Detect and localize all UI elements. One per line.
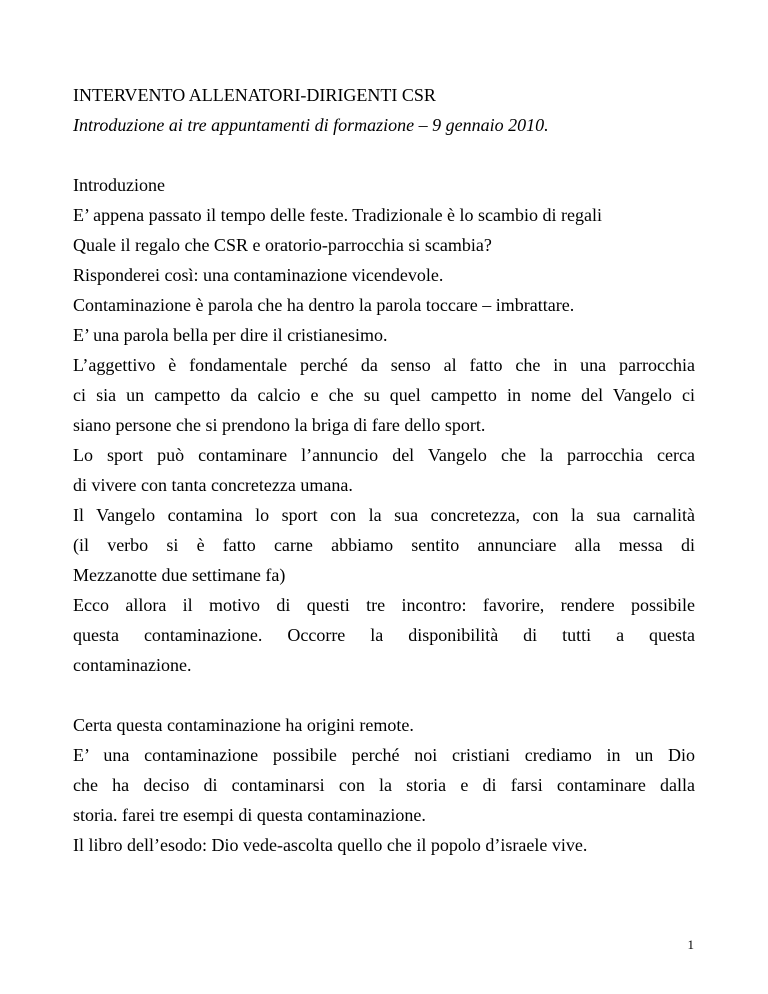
paragraph-line: storia. farei tre esempi di questa contaminazione. bbox=[73, 805, 426, 825]
section-heading: Introduzione bbox=[73, 175, 165, 195]
page-number: 1 bbox=[687, 937, 694, 952]
paragraph-line: Ecco allora il motivo di questi tre incontro: favorire, rendere possibile bbox=[73, 595, 695, 615]
paragraph-line: di vivere con tanta concretezza umana. bbox=[73, 475, 353, 495]
paragraph-line: Il libro dell’esodo: Dio vede-ascolta quello che il popolo d’israele vive. bbox=[73, 835, 588, 855]
document-title: INTERVENTO ALLENATORI-DIRIGENTI CSR bbox=[73, 85, 436, 105]
paragraph-line: questa contaminazione. Occorre la disponibilità di tutti a questa bbox=[73, 625, 695, 645]
paragraph-line: Quale il regalo che CSR e oratorio-parrocchia si scambia? bbox=[73, 235, 492, 255]
paragraph-line: E’ appena passato il tempo delle feste. Tradizionale è lo scambio di regali bbox=[73, 205, 603, 225]
paragraph-gap bbox=[73, 680, 695, 710]
paragraph-line: Contaminazione è parola che ha dentro la parola toccare – imbrattare. bbox=[73, 295, 575, 315]
paragraph-line: Lo sport può contaminare l’annuncio del Vangelo che la parrocchia cerca bbox=[73, 445, 695, 465]
paragraph-line: E’ una parola bella per dire il cristianesimo. bbox=[73, 325, 388, 345]
paragraph-line: Il Vangelo contamina lo sport con la sua concretezza, con la sua carnalità bbox=[73, 505, 695, 525]
document-body bbox=[73, 80, 695, 860]
paragraph-line: (il verbo si è fatto carne abbiamo sentito annunciare alla messa di bbox=[73, 535, 695, 555]
paragraph-line: L’aggettivo è fondamentale perché da senso al fatto che in una parrocchia bbox=[73, 355, 695, 375]
document-subtitle: Introduzione ai tre appuntamenti di formazione – 9 gennaio 2010. bbox=[73, 115, 549, 135]
paragraph-line: Mezzanotte due settimane fa) bbox=[73, 565, 286, 585]
paragraph-line: contaminazione. bbox=[73, 655, 192, 675]
paragraph-line: siano persone che si prendono la briga di fare dello sport. bbox=[73, 415, 486, 435]
paragraph-line: ci sia un campetto da calcio e che su quel campetto in nome del Vangelo ci bbox=[73, 385, 695, 405]
paragraph-gap bbox=[73, 140, 695, 170]
paragraph-line: E’ una contaminazione possibile perché noi cristiani crediamo in un Dio bbox=[73, 745, 695, 765]
paragraph-line: Risponderei così: una contaminazione vicendevole. bbox=[73, 265, 444, 285]
paragraph-line: Certa questa contaminazione ha origini remote. bbox=[73, 715, 414, 735]
paragraph-line: che ha deciso di contaminarsi con la storia e di farsi contaminare dalla bbox=[73, 775, 695, 795]
